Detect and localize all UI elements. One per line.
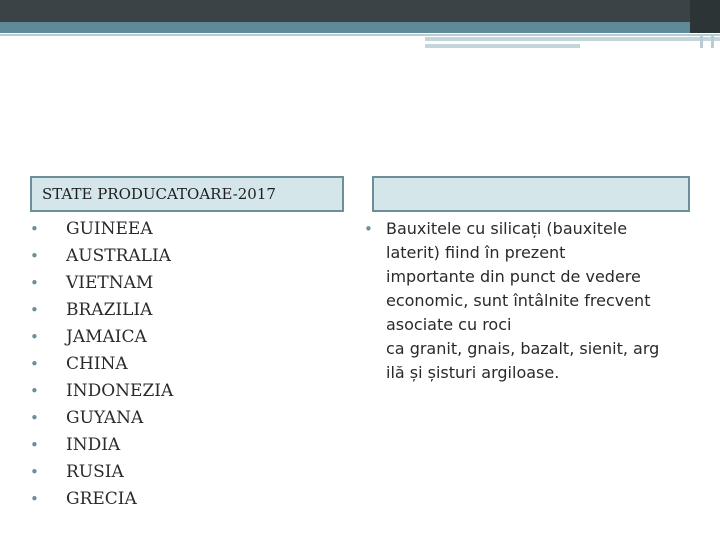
list-item: • GUYANA	[30, 405, 330, 432]
bullet-icon: •	[364, 220, 373, 238]
decor-line	[425, 44, 580, 48]
top-teal-bar	[0, 22, 720, 33]
decor-line	[425, 37, 720, 41]
list-item: • VIETNAM	[30, 270, 330, 297]
decor-tick	[700, 36, 703, 48]
list-item: • GRECIA	[30, 486, 330, 513]
description-line: ilă și șisturi argiloase.	[386, 363, 560, 382]
description-header-box	[372, 176, 690, 212]
list-item: • BRAZILIA	[30, 297, 330, 324]
bauxite-description	[364, 217, 716, 385]
list-item: • JAMAICA	[30, 324, 330, 351]
list-item: • INDONEZIA	[30, 378, 330, 405]
country-list	[30, 216, 330, 513]
description-line: Bauxitele cu silicați (bauxitele	[386, 219, 628, 238]
list-item: • AUSTRALIA	[30, 243, 330, 270]
list-item: • RUSIA	[30, 459, 330, 486]
description-line: economic, sunt întâlnite frecvent	[386, 291, 651, 310]
description-line: importante din punct de vedere	[386, 267, 641, 286]
description-line: ca granit, gnais, bazalt, sienit, arg	[386, 339, 660, 358]
producers-header-box	[30, 176, 344, 212]
top-dark-bar	[0, 0, 720, 22]
decor-line	[0, 34, 720, 36]
description-line: laterit) fiind în prezent	[386, 243, 566, 262]
list-item: • CHINA	[30, 351, 330, 378]
decor-tick	[711, 36, 714, 48]
producers-header-title: STATE PRODUCATOARE-2017	[42, 185, 276, 203]
list-item: • INDIA	[30, 432, 330, 459]
top-corner-block	[690, 0, 720, 33]
list-item: • GUINEEA	[30, 216, 330, 243]
description-line: asociate cu roci	[386, 315, 512, 334]
